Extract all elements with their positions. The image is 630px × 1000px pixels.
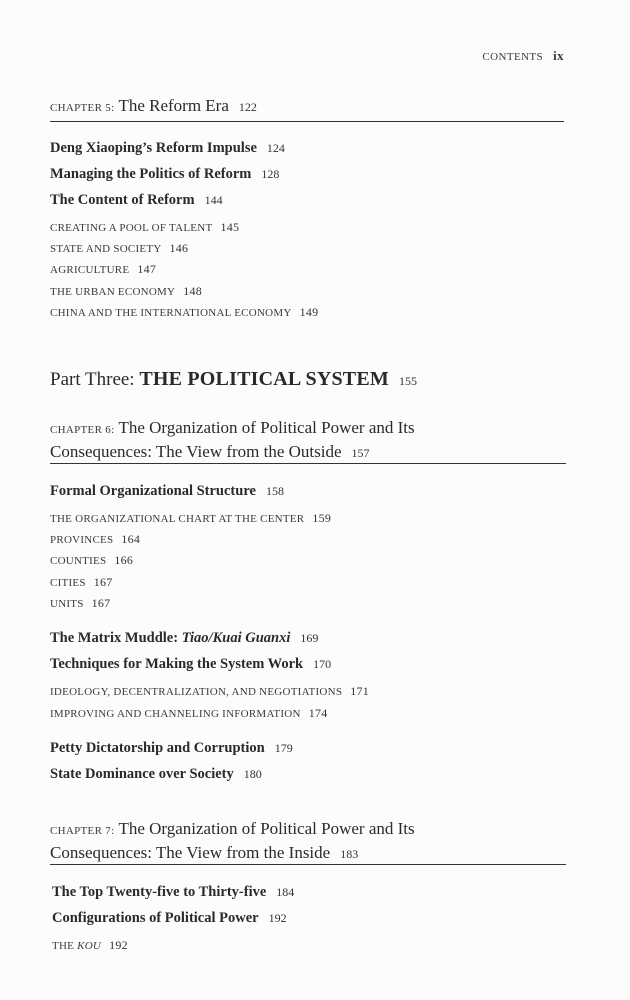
page-ref: 164 — [121, 532, 141, 546]
page-ref: 122 — [238, 100, 257, 114]
chapter-title: The Reform Era — [118, 96, 229, 115]
subsection-title: THE ORGANIZATIONAL CHART AT THE CENTER — [50, 513, 305, 525]
chapter-title-line-1: The Organization of Political Power and Its — [118, 418, 415, 437]
subsection-title: COUNTIES — [50, 555, 107, 567]
page-ref: 192 — [268, 911, 287, 925]
chapter-title-line-1: The Organization of Political Power and Its — [118, 819, 415, 838]
subsection-title: CITIES — [50, 577, 86, 589]
subsection-title: CHINA AND THE INTERNATIONAL ECONOMY — [50, 307, 292, 319]
page-ref: 174 — [308, 706, 328, 720]
toc-section[interactable] — [52, 884, 294, 901]
subsection-title: THE URBAN ECONOMY — [50, 286, 176, 298]
page-ref: 146 — [169, 241, 189, 255]
page-ref: 167 — [91, 596, 111, 610]
toc-subsection[interactable] — [50, 553, 133, 568]
toc-section[interactable] — [50, 766, 262, 783]
subsection-title: CREATING A POOL OF TALENT — [50, 222, 213, 234]
chapter-7-heading[interactable] — [50, 818, 415, 865]
subsection-title: THE — [52, 940, 78, 952]
page-ref: 167 — [93, 575, 113, 589]
toc-section[interactable] — [50, 192, 223, 209]
page-ref: 155 — [398, 374, 417, 388]
toc-section[interactable] — [50, 140, 285, 157]
section-title: State Dominance over Society — [50, 766, 234, 782]
toc-subsection[interactable] — [50, 684, 369, 699]
toc-section[interactable] — [52, 910, 287, 927]
page-ref: 192 — [109, 938, 128, 952]
page-ref: 170 — [313, 657, 332, 671]
toc-subsection[interactable] — [52, 938, 128, 953]
toc-section[interactable] — [50, 630, 318, 647]
section-title: The Content of Reform — [50, 192, 195, 208]
part-label: Part Three: — [50, 369, 135, 390]
section-title-italic: Tiao/Kuai Guanxi — [181, 630, 291, 646]
subsection-title-italic: KOU — [77, 940, 102, 952]
page-ref: 158 — [265, 484, 284, 498]
section-title: The Matrix Muddle: — [50, 630, 182, 646]
chapter-label: CHAPTER 7: — [50, 825, 115, 837]
toc-section[interactable] — [50, 656, 331, 673]
page-ref: 149 — [299, 305, 319, 319]
chapter-label: CHAPTER 5: — [50, 102, 115, 114]
section-title: Configurations of Political Power — [52, 910, 259, 926]
section-title: Formal Organizational Structure — [50, 483, 256, 499]
section-title: The Top Twenty-five to Thirty-five — [52, 884, 267, 900]
page-ref: 180 — [243, 767, 262, 781]
subsection-title: UNITS — [50, 598, 84, 610]
page-ref: 159 — [312, 511, 332, 525]
chapter-title-line-2: Consequences: The View from the Outside — [50, 442, 342, 461]
page-ref: 183 — [340, 847, 359, 861]
toc-subsection[interactable] — [50, 220, 239, 235]
section-title: Managing the Politics of Reform — [50, 166, 252, 182]
toc-section[interactable] — [50, 740, 293, 757]
subsection-title: STATE AND SOCIETY — [50, 243, 162, 255]
toc-subsection[interactable] — [50, 284, 202, 299]
page-ref: 124 — [266, 141, 285, 155]
chapter-rule — [50, 864, 566, 865]
chapter-rule — [50, 463, 566, 464]
page-ref: 184 — [276, 885, 295, 899]
toc-subsection[interactable] — [50, 511, 331, 526]
running-head-label: CONTENTS — [482, 51, 544, 63]
toc-subsection[interactable] — [50, 532, 140, 547]
toc-subsection[interactable] — [50, 706, 327, 721]
running-head — [482, 48, 564, 64]
subsection-title: IDEOLOGY, DECENTRALIZATION, AND NEGOTIATIONS — [50, 686, 343, 698]
chapter-rule — [50, 121, 564, 122]
page-ref: 169 — [300, 631, 319, 645]
page-ref: 171 — [350, 684, 369, 698]
section-title: Techniques for Making the System Work — [50, 656, 304, 672]
page-ref: 147 — [137, 262, 157, 276]
section-title: Petty Dictatorship and Corruption — [50, 740, 265, 756]
page-ref: 166 — [114, 553, 134, 567]
page-number: ix — [553, 48, 564, 63]
toc-section[interactable] — [50, 483, 284, 500]
toc-section[interactable] — [50, 166, 279, 183]
toc-subsection[interactable] — [50, 305, 318, 320]
section-title: Deng Xiaoping’s Reform Impulse — [50, 140, 257, 156]
page-ref: 157 — [351, 446, 370, 460]
toc-subsection[interactable] — [50, 596, 110, 611]
part-title: THE POLITICAL SYSTEM — [139, 368, 389, 390]
chapter-6-heading[interactable] — [50, 417, 415, 464]
subsection-title: PROVINCES — [50, 534, 114, 546]
chapter-title-line-2: Consequences: The View from the Inside — [50, 843, 331, 862]
subsection-title: AGRICULTURE — [50, 264, 130, 276]
part-heading[interactable] — [50, 368, 417, 391]
toc-subsection[interactable] — [50, 241, 188, 256]
chapter-label: CHAPTER 6: — [50, 424, 115, 436]
toc-subsection[interactable] — [50, 575, 112, 590]
chapter-5-heading[interactable] — [50, 96, 257, 116]
page-ref: 179 — [274, 741, 293, 755]
toc-subsection[interactable] — [50, 262, 156, 277]
page-ref: 145 — [220, 220, 240, 234]
subsection-title: IMPROVING AND CHANNELING INFORMATION — [50, 708, 301, 720]
page-ref: 128 — [261, 167, 280, 181]
page-ref: 144 — [204, 193, 223, 207]
page-ref: 148 — [183, 284, 202, 298]
